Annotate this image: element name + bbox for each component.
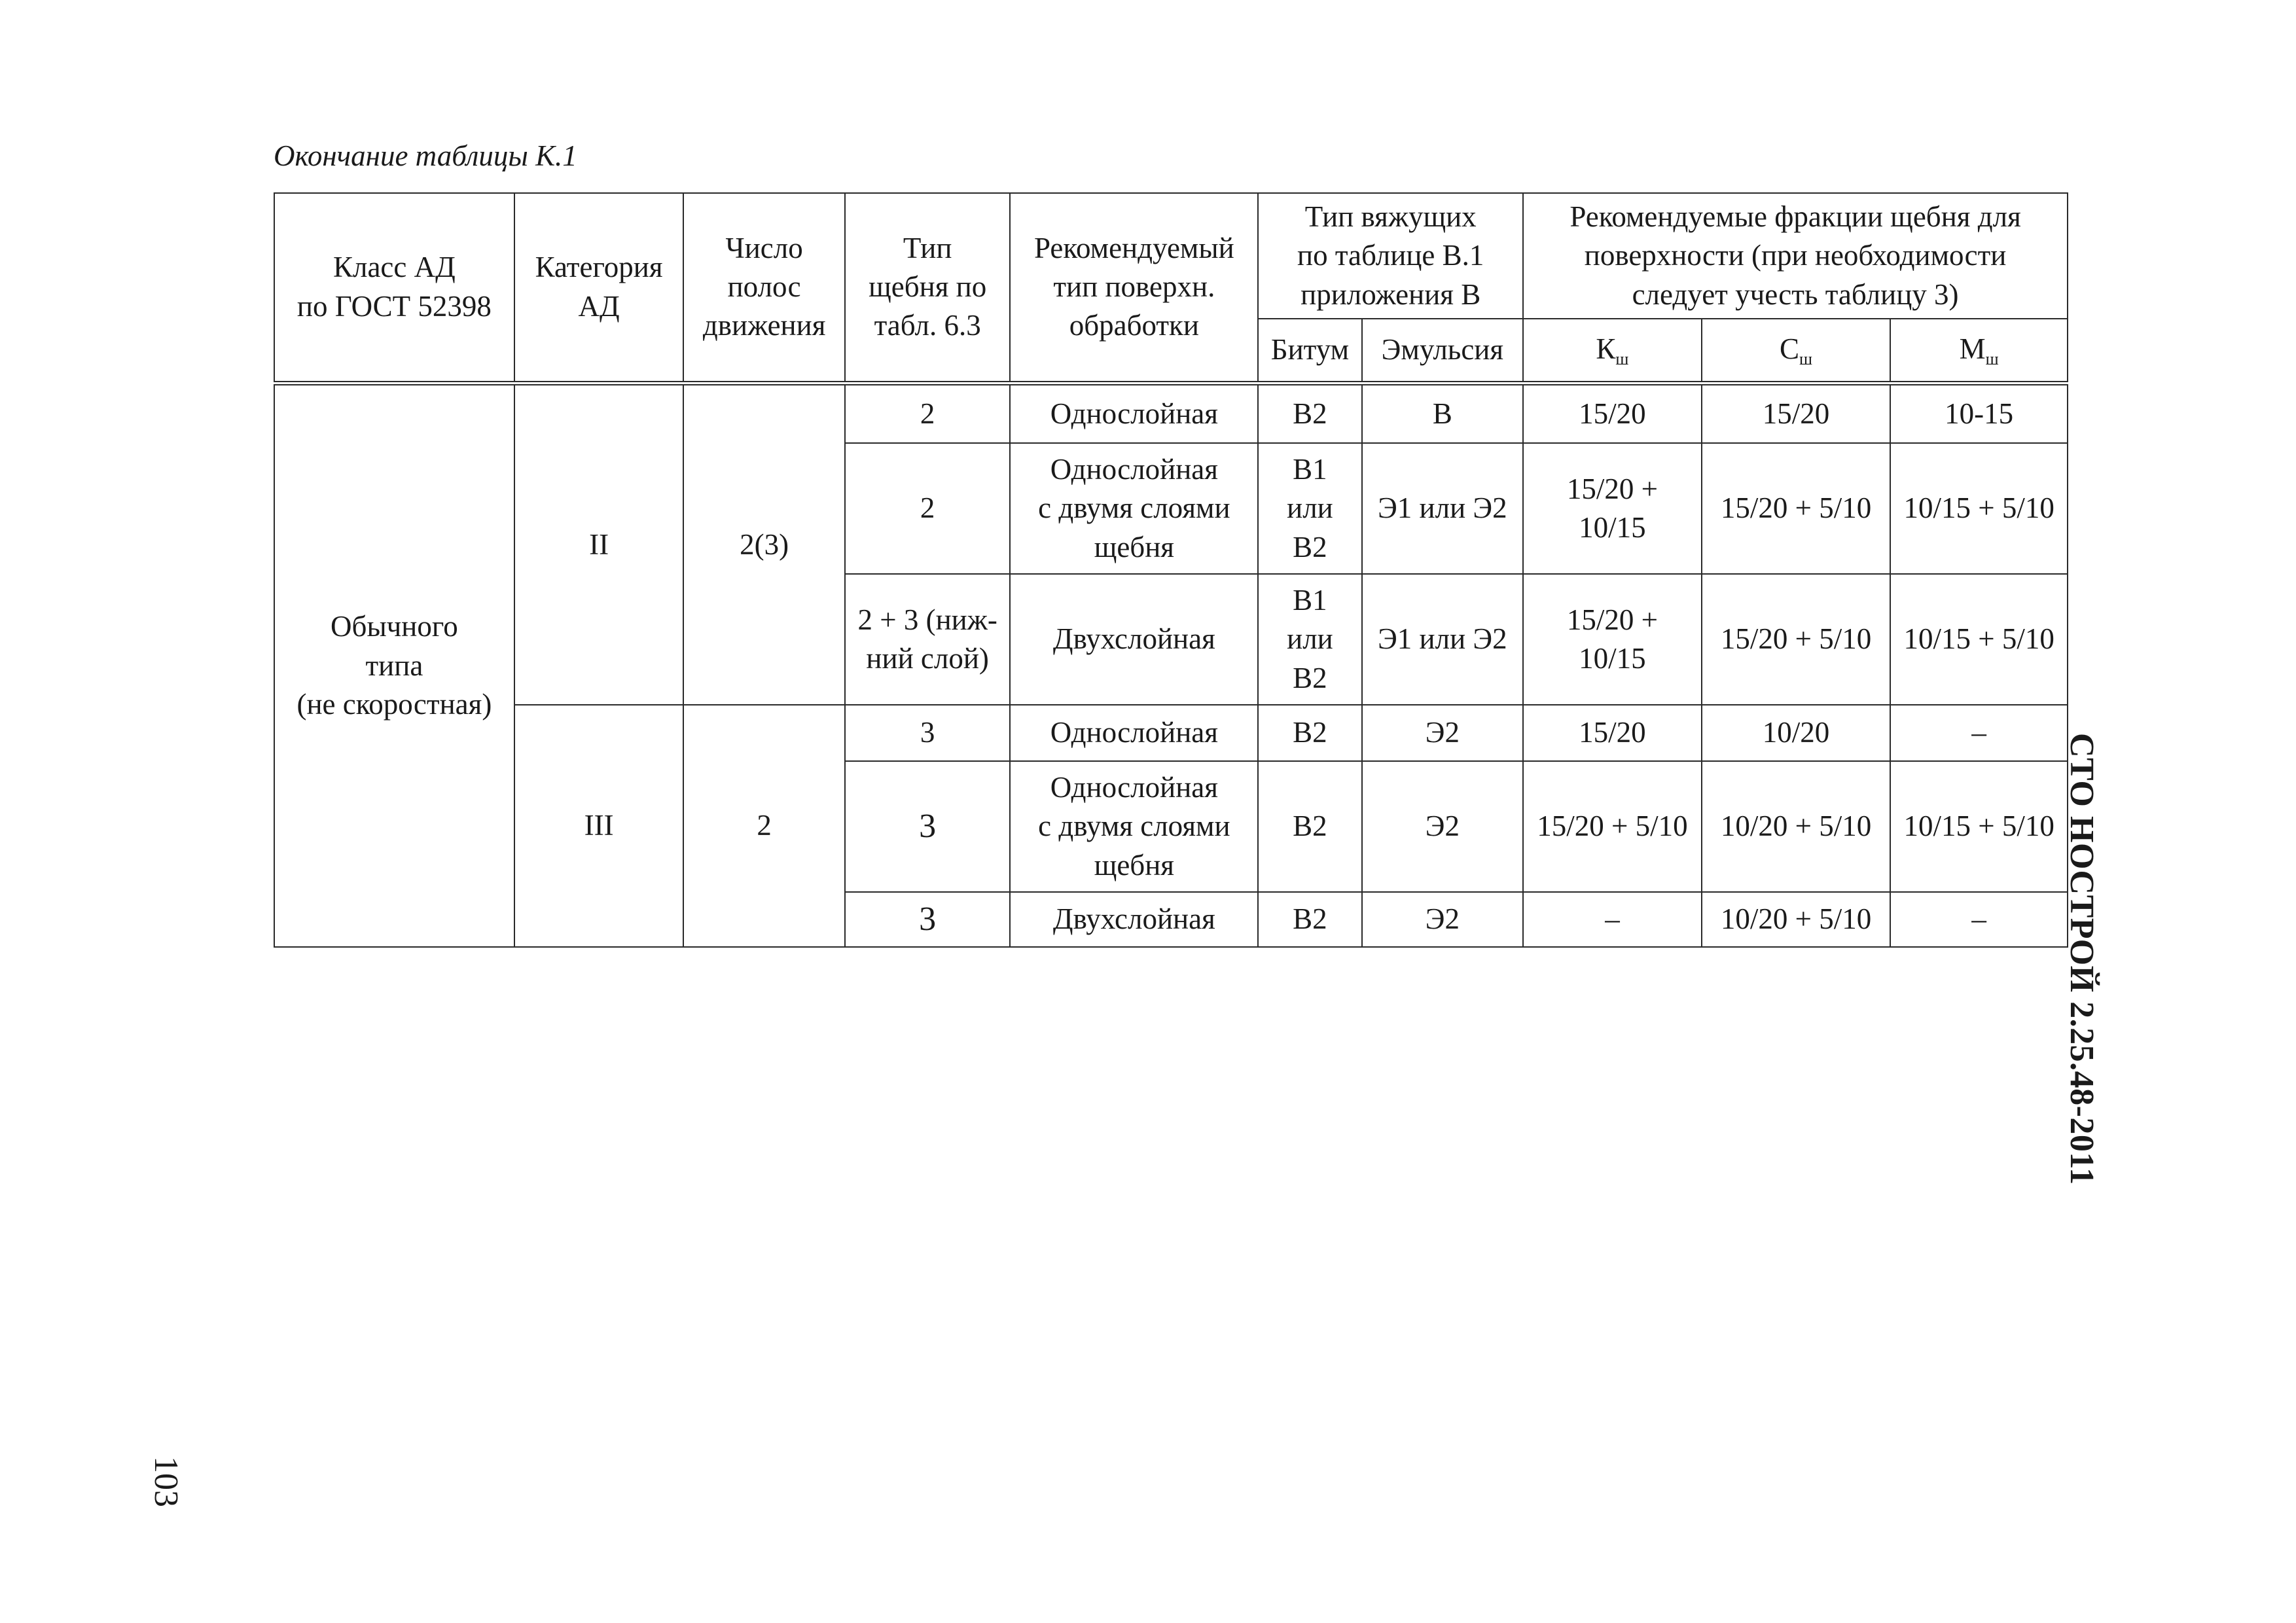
header-k-main: К (1596, 332, 1616, 365)
k-cell: – (1523, 892, 1702, 947)
k-cell: 15/20 + 10/15 (1523, 443, 1702, 574)
header-class-ad: Класс АД по ГОСТ 52398 (274, 193, 514, 383)
s-cell: 15/20 (1702, 383, 1891, 443)
k-cell: 15/20 + 5/10 (1523, 761, 1702, 892)
category-cell: III (514, 705, 684, 947)
treatment-cell: Двухслойная (1010, 574, 1258, 705)
header-s (1702, 319, 1891, 383)
header-crushed-type: Тип щебня по табл. 6.3 (845, 193, 1011, 383)
crushed-type-cell: 3 (845, 705, 1011, 761)
crushed-type-cell: 2 (845, 383, 1011, 443)
m-cell: 10/15 + 5/10 (1890, 761, 2068, 892)
bitumen-cell: В2 (1258, 892, 1361, 947)
emulsion-cell: Э1 или Э2 (1362, 443, 1524, 574)
m-cell: 10/15 + 5/10 (1890, 443, 2068, 574)
m-cell: – (1890, 892, 2068, 947)
emulsion-cell: Э2 (1362, 761, 1524, 892)
treatment-cell: Однослойная (1010, 383, 1258, 443)
emulsion-cell: В (1362, 383, 1524, 443)
emulsion-cell: Э2 (1362, 705, 1524, 761)
treatment-cell: Однослойная с двумя слоями щебня (1010, 761, 1258, 892)
header-s-main: С (1780, 332, 1800, 365)
header-k (1523, 319, 1702, 383)
k-cell: 15/20 + 10/15 (1523, 574, 1702, 705)
k-cell: 15/20 (1523, 383, 1702, 443)
table-caption: Окончание таблицы К.1 (274, 139, 577, 172)
s-cell: 10/20 + 5/10 (1702, 761, 1891, 892)
s-cell: 10/20 + 5/10 (1702, 892, 1891, 947)
header-binders: Тип вяжущих по таблице В.1 приложения В (1258, 193, 1523, 319)
header-treatment: Рекомендуемый тип поверхн. обработки (1010, 193, 1258, 383)
lanes-cell: 2(3) (683, 383, 845, 705)
bitumen-cell: В1 или В2 (1258, 574, 1361, 705)
header-row-1 (274, 193, 2068, 319)
s-cell: 15/20 + 5/10 (1702, 574, 1891, 705)
header-category: Категория АД (514, 193, 684, 383)
table-row (274, 705, 2068, 761)
header-m-sub: ш (1985, 349, 1999, 368)
crushed-type-cell: 2 + 3 (ниж- ний слой) (845, 574, 1011, 705)
k-cell: 15/20 (1523, 705, 1702, 761)
category-cell: II (514, 383, 684, 705)
emulsion-cell: Э1 или Э2 (1362, 574, 1524, 705)
m-cell: 10/15 + 5/10 (1890, 574, 2068, 705)
s-cell: 10/20 (1702, 705, 1891, 761)
header-s-sub: ш (1799, 349, 1813, 368)
class-ad-cell: Обычного типа (не скоростная) (274, 383, 514, 947)
header-k-sub: ш (1615, 349, 1629, 368)
table-k1 (274, 192, 2068, 948)
header-m-main: М (1959, 332, 1986, 365)
page-number: 103 (147, 1456, 185, 1507)
crushed-type-cell: 3 (845, 761, 1011, 892)
table-row (274, 383, 2068, 443)
emulsion-cell: Э2 (1362, 892, 1524, 947)
header-fractions: Рекомендуемые фракции щебня для поверхности (при необходимости следует учесть таблицу 3) (1523, 193, 2068, 319)
bitumen-cell: В2 (1258, 761, 1361, 892)
treatment-cell: Двухслойная (1010, 892, 1258, 947)
m-cell: 10-15 (1890, 383, 2068, 443)
treatment-cell: Однослойная с двумя слоями щебня (1010, 443, 1258, 574)
header-bitumen: Битум (1258, 319, 1361, 383)
lanes-cell: 2 (683, 705, 845, 947)
header-emulsion: Эмульсия (1362, 319, 1524, 383)
bitumen-cell: В2 (1258, 705, 1361, 761)
header-m (1890, 319, 2068, 383)
m-cell: – (1890, 705, 2068, 761)
header-lanes: Число полос движения (683, 193, 845, 383)
bitumen-cell: В1 или В2 (1258, 443, 1361, 574)
document-code-title: СТО НОСТРОЙ 2.25.48-2011 (2063, 733, 2100, 1185)
crushed-type-cell: 3 (845, 892, 1011, 947)
treatment-cell: Однослойная (1010, 705, 1258, 761)
bitumen-cell: В2 (1258, 383, 1361, 443)
crushed-type-cell: 2 (845, 443, 1011, 574)
s-cell: 15/20 + 5/10 (1702, 443, 1891, 574)
